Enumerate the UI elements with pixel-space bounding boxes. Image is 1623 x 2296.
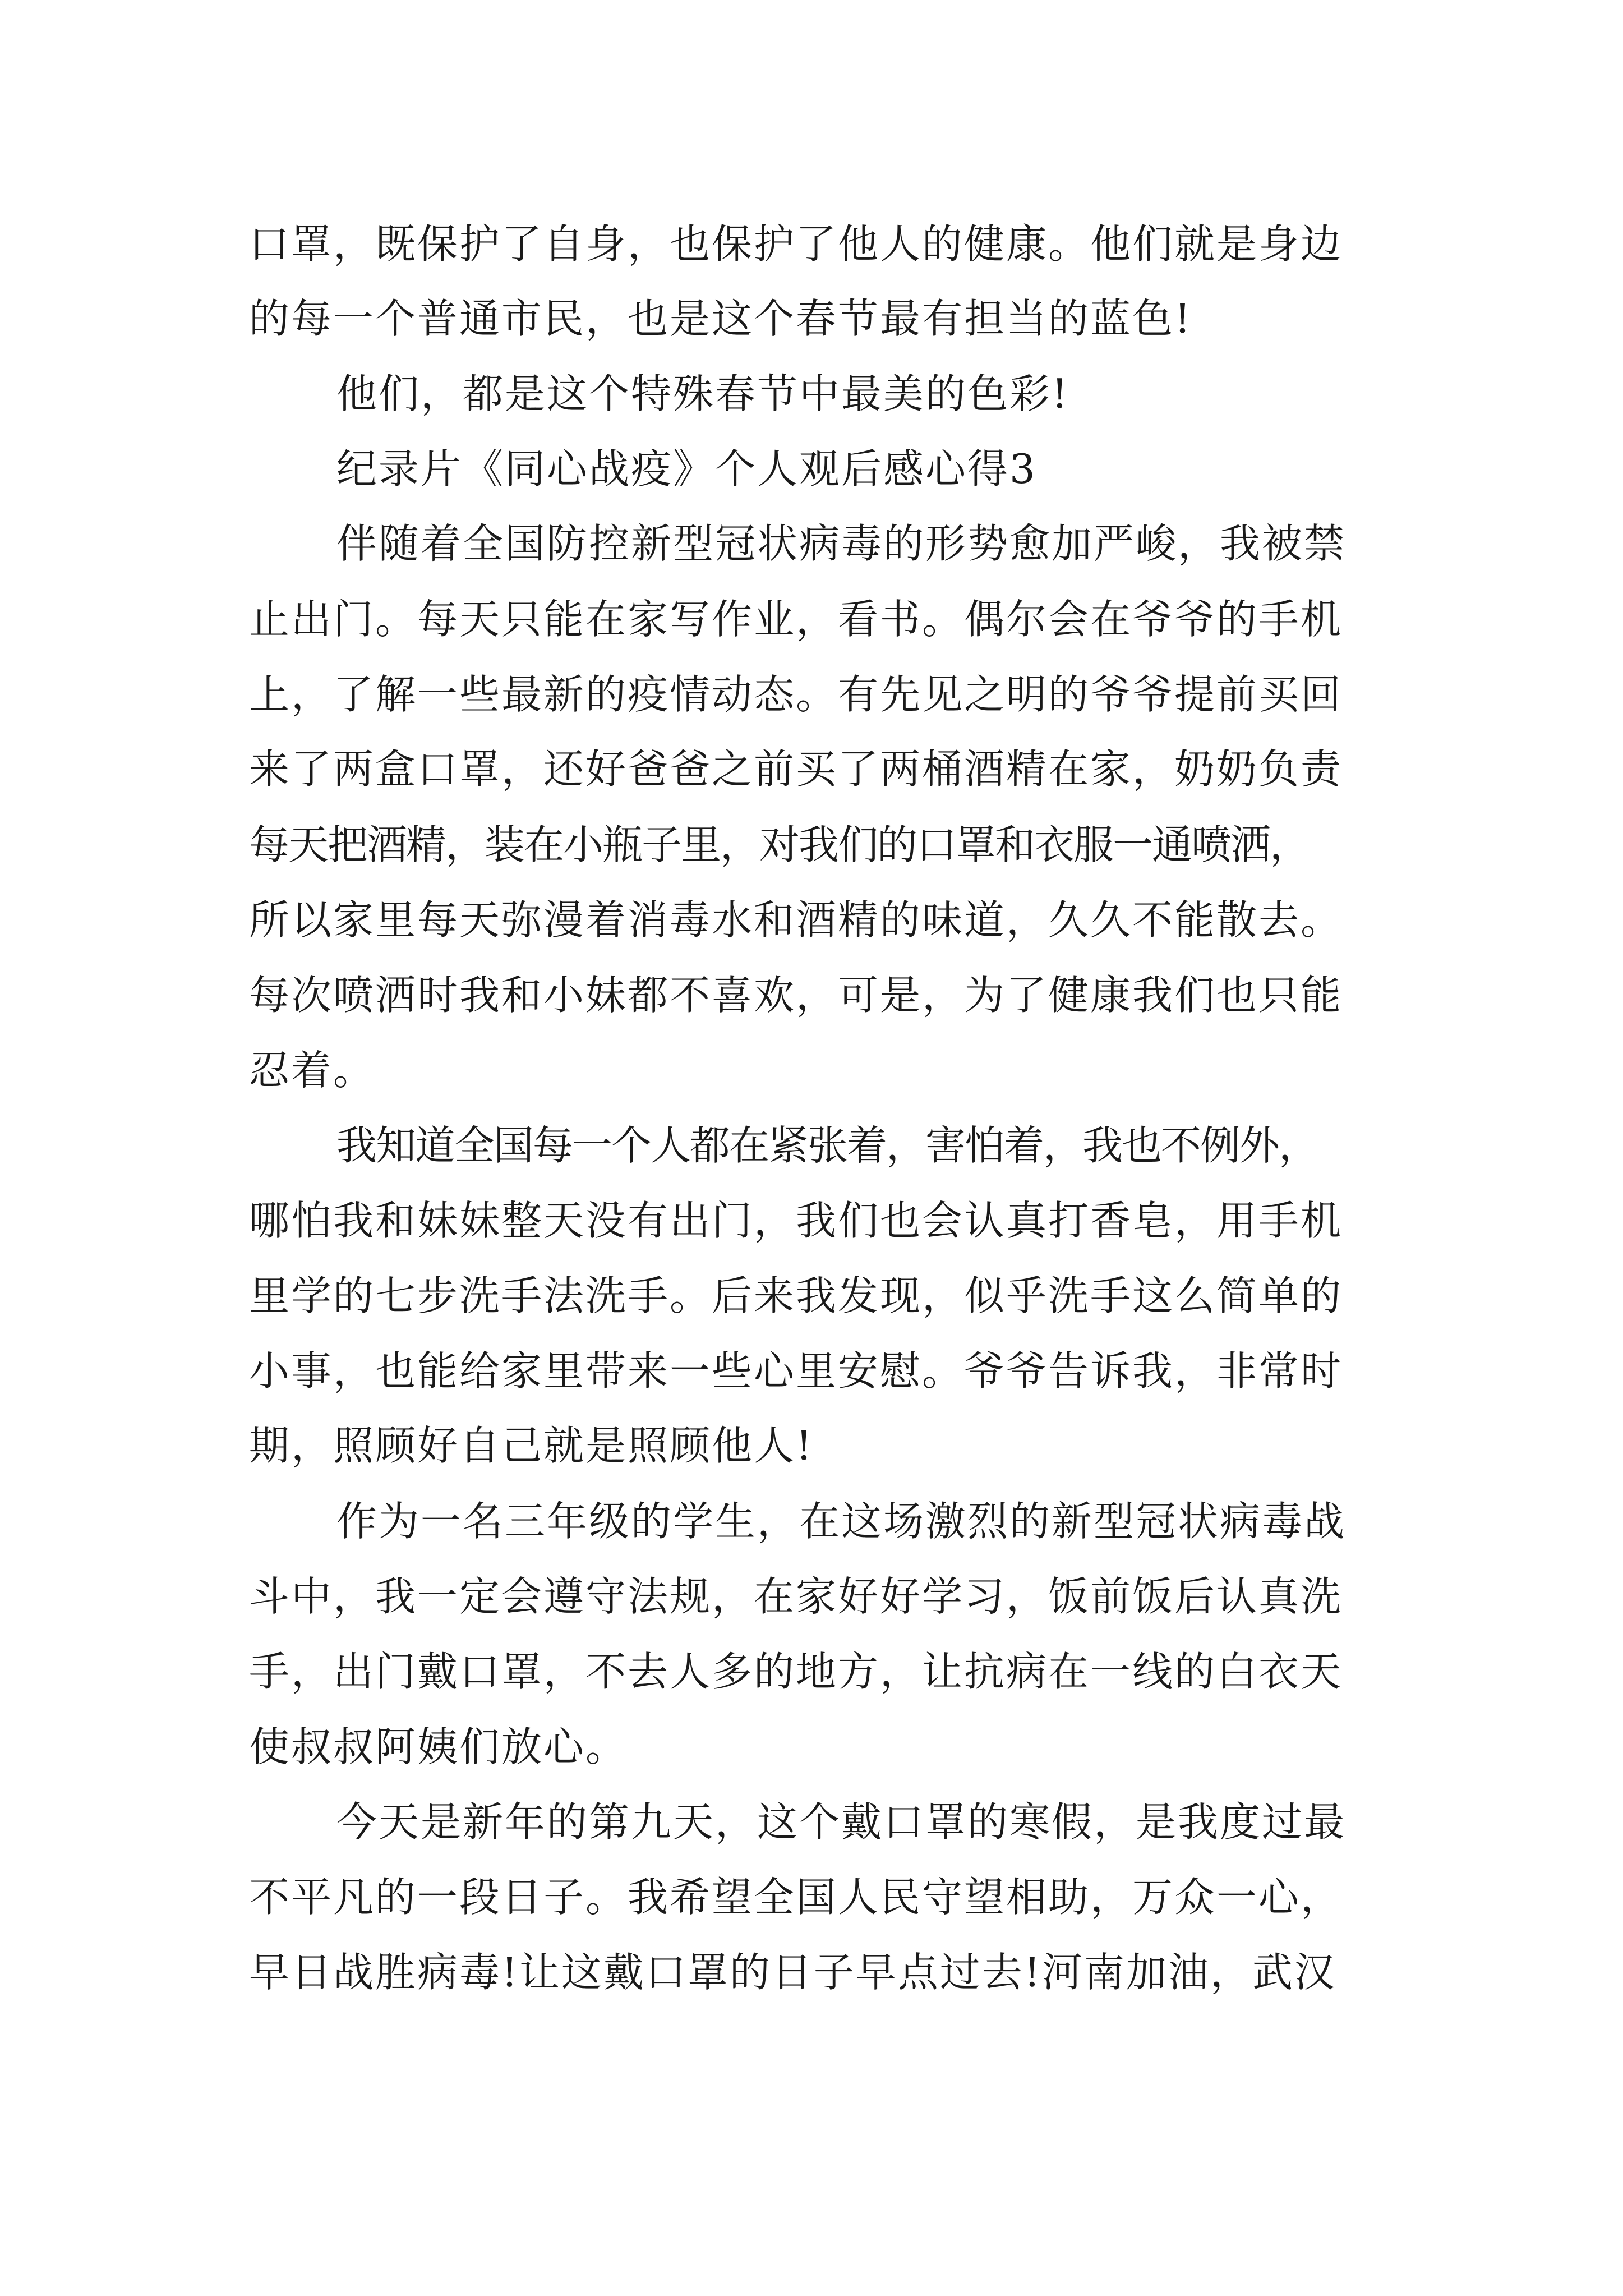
section-heading: 纪录片《同心战疫》个人观后感心得3: [336, 445, 1037, 493]
text-line: 伴随着全国防控新型冠状病毒的形势愈加严峻，我被禁: [336, 520, 1347, 567]
text-line: 小事，也能给家里带来一些心里安慰。爷爷告诉我，非常时: [249, 1347, 1343, 1395]
text-line: 手，出门戴口罩，不去人多的地方，让抗病在一线的白衣天: [249, 1648, 1343, 1695]
text-line: 斗中，我一定会遵守法规，在家好好学习，饭前饭后认真洗: [249, 1573, 1343, 1620]
text-line: 忍着。: [249, 1047, 376, 1094]
text-line: 上，了解一些最新的疫情动态。有先见之明的爷爷提前买回: [249, 671, 1343, 718]
text-line: 所以家里每天弥漫着消毒水和酒精的味道，久久不能散去。: [249, 896, 1343, 944]
text-line: 哪怕我和妹妹整天没有出门，我们也会认真打香皂，用手机: [249, 1197, 1343, 1244]
text-line: 口罩，既保护了自身，也保护了他人的健康。他们就是身边: [249, 220, 1343, 268]
text-line: 我知道全国每一个人都在紧张着，害怕着，我也不例外，: [336, 1122, 1318, 1169]
text-line: 早日战胜病毒!让这戴口罩的日子早点过去!河南加油，武汉: [249, 1949, 1336, 1996]
text-line: 作为一名三年级的学生，在这场激烈的新型冠状病毒战: [336, 1498, 1347, 1545]
text-line: 的每一个普通市民，也是这个春节最有担当的蓝色!: [249, 295, 1192, 342]
text-line: 来了两盒口罩，还好爸爸之前买了两桶酒精在家，奶奶负责: [249, 746, 1343, 793]
text-line: 期，照顾好自己就是照顾他人!: [249, 1422, 814, 1469]
text-line: 使叔叔阿姨们放心。: [249, 1723, 628, 1770]
text-line: 每天把酒精，装在小瓶子里，对我们的口罩和衣服一通喷洒，: [249, 821, 1310, 868]
text-line: 不平凡的一段日子。我希望全国人民守望相助，万众一心，: [249, 1874, 1343, 1921]
text-line: 每次喷洒时我和小妹都不喜欢，可是，为了健康我们也只能: [249, 972, 1343, 1019]
text-line: 止出门。每天只能在家写作业，看书。偶尔会在爷爷的手机: [249, 596, 1343, 643]
text-line: 今天是新年的第九天，这个戴口罩的寒假，是我度过最: [336, 1798, 1347, 1846]
text-line: 里学的七步洗手法洗手。后来我发现，似乎洗手这么简单的: [249, 1272, 1343, 1319]
text-line: 他们，都是这个特殊春节中最美的色彩!: [336, 370, 1069, 417]
